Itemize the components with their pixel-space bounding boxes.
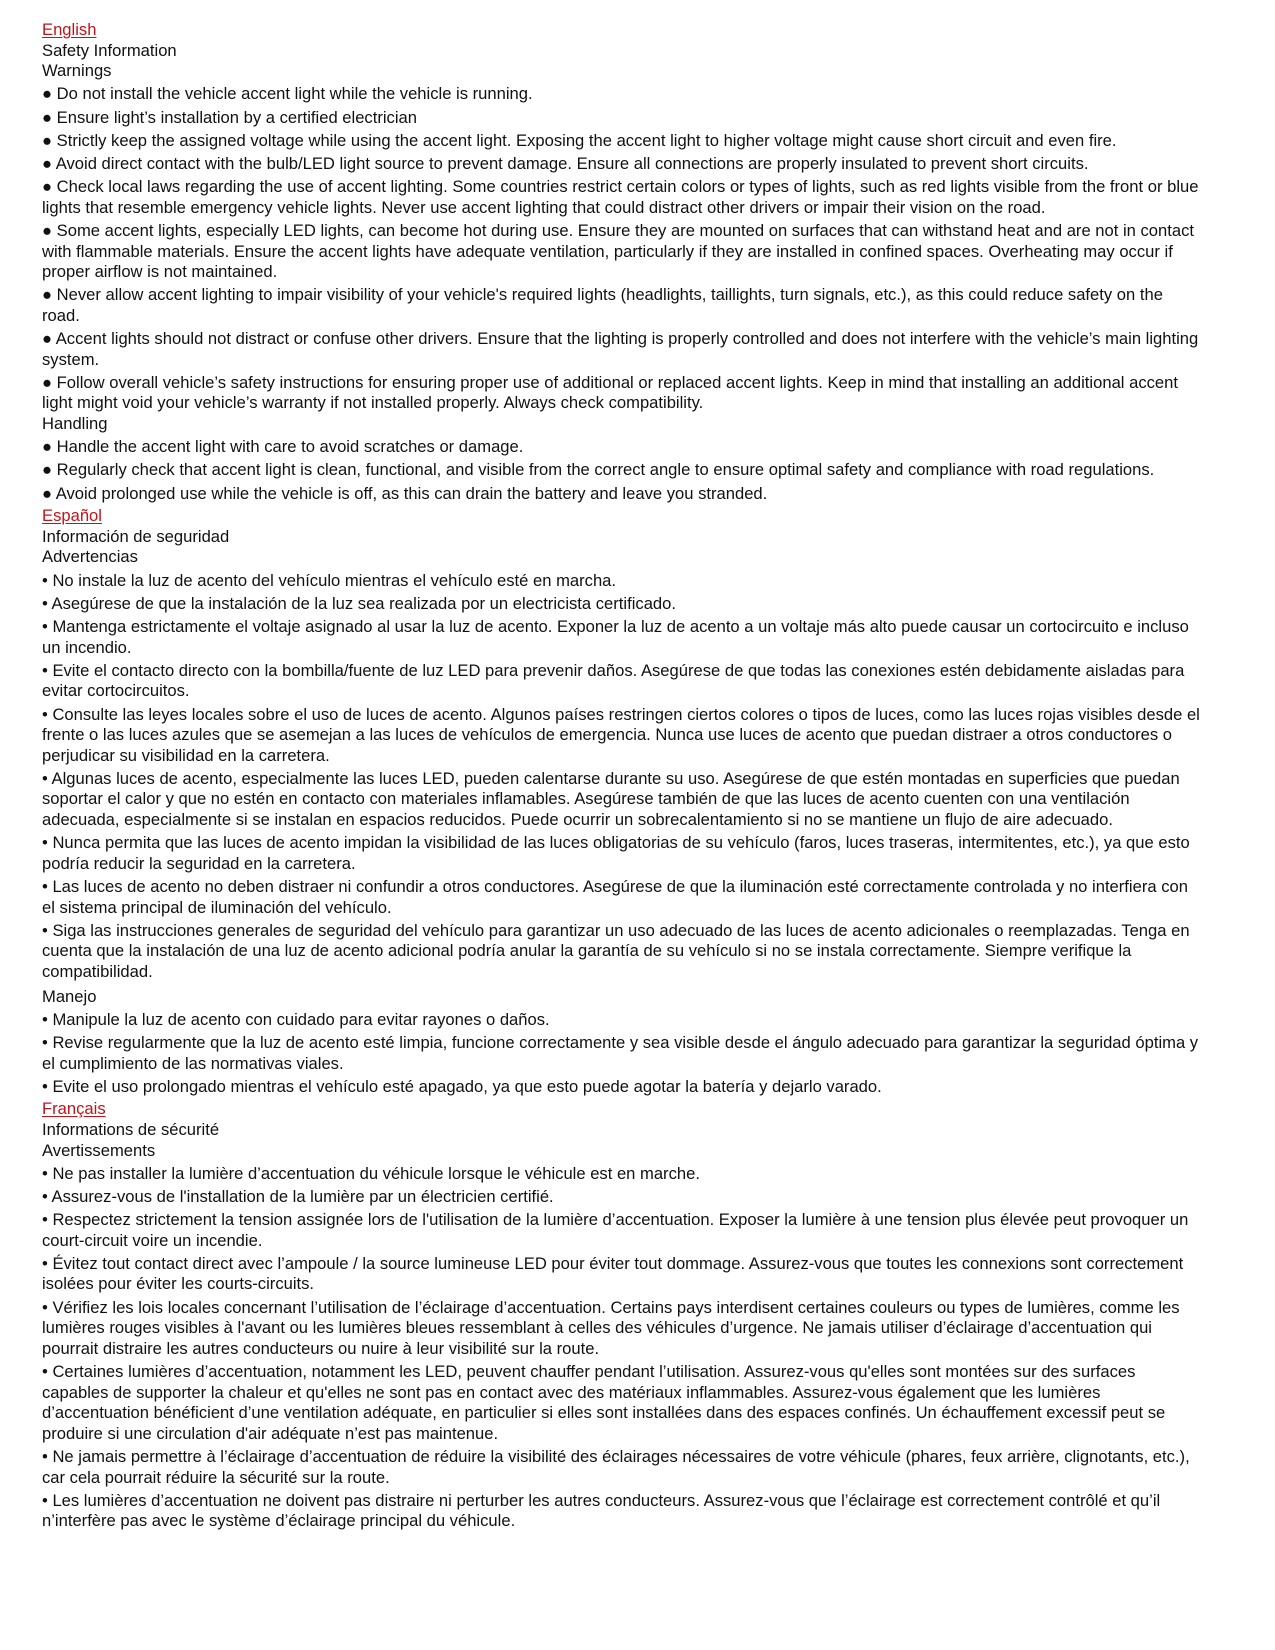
list-item-text: Vérifiez les lois locales concernant l’utilisation de l’éclairage d’accentuation. Certains pays interdisent certaines couleurs ou types de lumières, comme les lumières rouges visibles à l'avant ou les lumières bleues ressemblant à celles des véhicules d’urgence. Ne jamais utiliser d’éclairage d’accentuation qui pourrait distraire les autres conducteurs ou nuire à leur visibilité sur la route.	[42, 1297, 1180, 1358]
list-item-text: Évitez tout contact direct avec l’ampoule / la source lumineuse LED pour éviter tout dommage. Assurez-vous que toutes les connexions sont correctement isolées pour éviter les courts-circuits.	[42, 1253, 1184, 1294]
list-item-text: Never allow accent lighting to impair visibility of your vehicle's required lights (headlights, taillights, turn signals, etc.), as this could reduce safety on the road.	[42, 285, 1163, 325]
list-item-text: Avoid prolonged use while the vehicle is off, as this can drain the battery and leave you stranded.	[55, 483, 768, 503]
list-item-text: Some accent lights, especially LED lights, can become hot during use. Ensure they are mounted on surfaces that can withstand heat and are not in contact with flammable materials. Ensure the accent lights have adequate ventilation, particularly if they are installed in confined spaces. Overheating may occur if proper airflow is not maintained.	[42, 220, 1194, 282]
bullet: •	[42, 1362, 48, 1382]
bullet: •	[42, 1297, 48, 1317]
list-item	[42, 460, 1202, 481]
list-item-text: Regularly check that accent light is clean, functional, and visible from the correct angle to ensure optimal safety and compliance with road regulations.	[56, 460, 1155, 480]
language-section	[42, 20, 1202, 504]
bullet: •	[42, 768, 48, 788]
bullet: •	[42, 1163, 48, 1183]
list-item	[42, 177, 1202, 218]
list-item	[42, 617, 1202, 658]
list-item	[42, 154, 1202, 175]
list-item	[42, 833, 1202, 874]
group-heading: Handling	[42, 414, 108, 434]
group-heading: Advertencias	[42, 547, 138, 567]
list-item	[42, 921, 1202, 983]
bullet: ●	[42, 372, 53, 392]
list-item-text: Handle the accent light with care to avoid scratches or damage.	[56, 437, 524, 457]
bullet: ●	[42, 483, 53, 503]
list-item	[42, 437, 1202, 458]
list-item-text: Avoid direct contact with the bulb/LED light source to prevent damage. Ensure all connections are properly insulated to prevent short circuits.	[55, 153, 1089, 173]
list-item	[42, 1298, 1202, 1360]
list-item-text: Do not install the vehicle accent light while the vehicle is running.	[56, 84, 533, 104]
bullet: •	[42, 1076, 48, 1096]
list-item	[42, 705, 1202, 767]
list-item	[42, 108, 1202, 129]
list-item-text: Mantenga estrictamente el voltaje asignado al usar la luz de acento. Exponer la luz de acento a un voltaje más alto puede causar un cortocircuito e incluso un incendio.	[42, 616, 1189, 657]
bullet: ●	[42, 437, 53, 457]
list-item-text: Accent lights should not distract or confuse other drivers. Ensure that the lighting is properly controlled and does not interfere with the vehicle’s main lighting system.	[42, 329, 1199, 369]
list-item	[42, 1077, 1202, 1098]
list-item-text: Respectez strictement la tension assignée lors de l'utilisation de la lumière d’accentuation. Exposer la lumière à une tension plus élevée peut provoquer un court-circuit voire un incendie.	[42, 1210, 1189, 1250]
list-item-text: Follow overall vehicle’s safety instructions for ensuring proper use of additional or replaced accent lights. Keep in mind that installing an additional accent light might void your vehicle’s warranty if not installed properly. Always check compatibility.	[42, 372, 1178, 413]
bullet: ●	[42, 107, 53, 127]
list-item-text: Asegúrese de que la instalación de la luz sea realizada por un electricista certificado.	[51, 593, 676, 613]
bullet: •	[42, 877, 48, 897]
bullet: •	[42, 570, 48, 590]
section-title: Información de seguridad	[42, 526, 230, 546]
list-item	[42, 131, 1202, 152]
section-title: Safety Information	[42, 40, 177, 60]
list-item-text: Les lumières d’accentuation ne doivent pas distraire ni perturber les autres conducteurs. Assurez-vous que l’éclairage est correctement contrôlé et qu’il n’interfère pas avec le système d’éclairage principal du véhicule.	[42, 1490, 1161, 1531]
list-item-text: Evite el contacto directo con la bombilla/fuente de luz LED para prevenir daños. Asegúrese de que todas las conexiones estén debidamente aisladas para evitar cortocircuitos.	[42, 660, 1185, 701]
list-item-text: Revise regularmente que la luz de acento esté limpia, funcione correctamente y sea visible desde el ángulo adecuado para garantizar la seguridad óptima y el cumplimiento de las normativas viales.	[42, 1032, 1199, 1073]
group-heading: Warnings	[42, 61, 112, 81]
list-item	[42, 594, 1202, 615]
list-item	[42, 1491, 1202, 1532]
bullet: •	[42, 1447, 48, 1466]
language-heading: Español	[42, 506, 102, 526]
list-item	[42, 769, 1202, 831]
list-item	[42, 329, 1202, 370]
list-item	[42, 661, 1202, 702]
list-item-text: Manipule la luz de acento con cuidado para evitar rayones o daños.	[52, 1009, 550, 1029]
list-item-text: Check local laws regarding the use of accent lighting. Some countries restrict certain colors or types of lights, such as red lights visible from the front or blue lights that resemble emergency vehicle lights. Never use accent lighting that could distract other drivers or impair their vision on the road.	[42, 177, 1199, 217]
list-item	[42, 877, 1202, 918]
list-item-text: Nunca permita que las luces de acento impidan la visibilidad de las luces obligatorias de su vehículo (faros, luces traseras, intermitentes, etc.), ya que esto podría reducir la seguridad en la carretera.	[42, 833, 1190, 873]
safety-document	[42, 18, 1202, 1532]
group-heading: Avertissements	[42, 1140, 156, 1160]
bullet: ●	[42, 177, 53, 197]
bullet: •	[42, 920, 48, 940]
list-item-text: Assurez-vous de l'installation de la lumière par un électricien certifié.	[51, 1186, 554, 1206]
list-item	[42, 1033, 1202, 1074]
list-item-text: Consulte las leyes locales sobre el uso de luces de acento. Algunos países restringen ciertos colores o tipos de luces, como las luces rojas visibles desde el frente o las luces azules que se asemejan a las luces de vehículos de emergencia. Nunca use luces de acento que puedan distraer a otros conductores o perjudicar su visibilidad en la carretera.	[42, 704, 1200, 765]
list-item	[42, 1210, 1202, 1251]
list-item	[42, 84, 1202, 105]
bullet: •	[42, 1186, 48, 1206]
list-item-text: Siga las instrucciones generales de seguridad del vehículo para garantizar un uso adecuado de las luces de acento adicionales o reemplazadas. Tenga en cuenta que la instalación de una luz de acento adicional podría anular la garantía de su vehículo si no se instala correctamente. Siempre verifique la compatibilidad.	[42, 920, 1190, 981]
language-heading: English	[42, 20, 97, 39]
list-item	[42, 1187, 1202, 1208]
list-item	[42, 373, 1202, 414]
bullet: •	[42, 1009, 48, 1029]
list-item-text: Strictly keep the assigned voltage while using the accent light. Exposing the accent light to higher voltage might cause short circuit and even fire.	[56, 130, 1117, 150]
bullet: ●	[42, 220, 53, 240]
section-title: Informations de sécurité	[42, 1119, 220, 1139]
language-heading: Français	[42, 1099, 106, 1119]
list-item	[42, 285, 1202, 326]
bullet: ●	[42, 153, 53, 173]
bullet: ●	[42, 460, 53, 480]
bullet: ●	[42, 285, 53, 305]
group-heading: Manejo	[42, 986, 97, 1006]
list-item-text: Ensure light’s installation by a certified electrician	[56, 107, 417, 127]
list-item	[42, 1010, 1202, 1031]
bullet: •	[42, 704, 48, 724]
bullet: •	[42, 833, 48, 853]
bullet: •	[42, 1490, 48, 1510]
bullet: ●	[42, 84, 53, 104]
list-item-text: Certaines lumières d’accentuation, notamment les LED, peuvent chauffer pendant l’utilisation. Assurez-vous qu'elles sont montées sur des surfaces capables de supporter la chaleur et qu'elles ne sont pas en contact avec des matériaux inflammables. Assurez-vous également que les lumières d’accentuation bénéficient d’une ventilation adéquate, en particulier si elles sont installées dans des espaces confinés. Un échauffement excessif peut se produire si une circulation d'air adéquate n’est pas maintenue.	[42, 1362, 1166, 1443]
list-item	[42, 221, 1202, 283]
bullet: •	[42, 1032, 48, 1052]
bullet: ●	[42, 329, 53, 349]
bullet: •	[42, 1210, 48, 1230]
list-item	[42, 1447, 1202, 1488]
list-item-text: Algunas luces de acento, especialmente las luces LED, pueden calentarse durante su uso. Asegúrese de que estén montadas en superficies que puedan soportar el calor y que no estén en contacto con materiales inflamables. Asegúrese también de que las luces de acento cuenten con una ventilación adecuada, especialmente si se instalan en espacios reducidos. Puede ocurrir un sobrecalentamiento si no se mantiene un flujo de aire adecuado.	[42, 768, 1180, 830]
list-item	[42, 1254, 1202, 1295]
list-item	[42, 1362, 1202, 1444]
list-item-text: No instale la luz de acento del vehículo mientras el vehículo esté en marcha.	[52, 570, 617, 590]
list-item-text: Ne jamais permettre à l’éclairage d’accentuation de réduire la visibilité des éclairages nécessaires de votre véhicule (phares, feux arrière, clignotants, etc.), car cela pourrait réduire la sécurité sur la route.	[42, 1447, 1190, 1487]
bullet: •	[42, 593, 48, 613]
list-item	[42, 484, 1202, 505]
list-item	[42, 1164, 1202, 1185]
list-item-text: Las luces de acento no deben distraer ni confundir a otros conductores. Asegúrese de que la iluminación esté correctamente controlada y no interfiera con el sistema principal de iluminación del vehículo.	[42, 877, 1188, 917]
language-section	[42, 506, 1202, 1097]
bullet: •	[42, 660, 48, 680]
list-item	[42, 571, 1202, 592]
bullet: ●	[42, 130, 53, 150]
list-item-text: Evite el uso prolongado mientras el vehículo esté apagado, ya que esto puede agotar la batería y dejarlo varado.	[52, 1076, 882, 1096]
list-item-text: Ne pas installer la lumière d’accentuation du véhicule lorsque le véhicule est en marche.	[52, 1163, 700, 1183]
bullet: •	[42, 1253, 48, 1273]
language-section	[42, 1099, 1202, 1532]
bullet: •	[42, 616, 48, 636]
